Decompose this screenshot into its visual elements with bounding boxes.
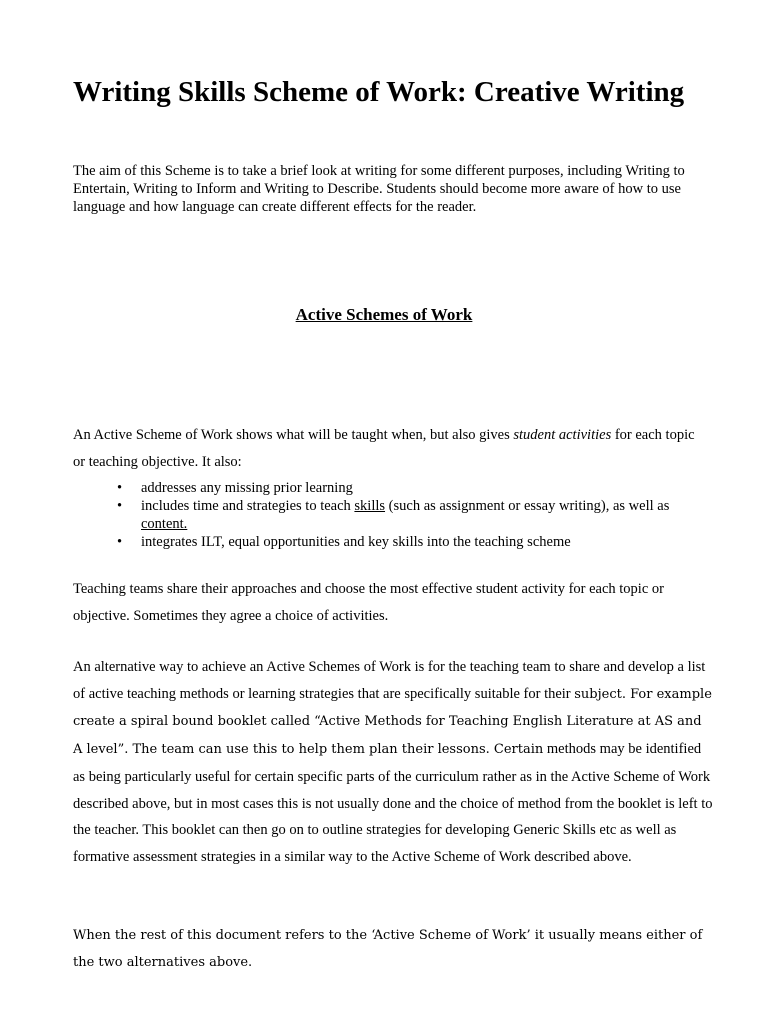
bullet-text-before: includes time and strategies to teach bbox=[141, 498, 355, 514]
teaching-teams-paragraph: Teaching teams share their approaches and choose the most effective student activity for each topic or objective. Sometimes they agree a choice of activities. bbox=[73, 581, 664, 624]
bullet-item-ilt bbox=[73, 533, 703, 551]
skills-underlined: skills bbox=[354, 498, 386, 514]
section-heading bbox=[0, 304, 768, 326]
bullet-item-prior-learning bbox=[73, 479, 703, 497]
definition-text-after: for each topic or teaching objective. It also: bbox=[73, 427, 695, 470]
alternative-text-3: methods may be identified as being particularly useful for certain specific parts of the curriculum rather as in the Active Scheme of Work described above, but in most cases this is not usually done and the choice of method from the booklet is left to the teacher. This booklet can then go on to outline strategies for developing Generic Skills etc as well as formative assessment strategies in a similar way to the Active Scheme of Work described above. bbox=[73, 741, 713, 865]
section-heading-text: Active Schemes of Work bbox=[295, 305, 473, 324]
bullet-icon: • bbox=[117, 534, 123, 550]
student-activities-emphasis: student activities bbox=[513, 427, 612, 443]
definition-text-before: An Active Scheme of Work shows what will be taught when, but also gives bbox=[73, 427, 514, 443]
feature-bullet-list bbox=[73, 479, 703, 551]
alternative-text-1: An alternative way to achieve an Active Schemes of Work is for the teaching team to share and develop a list of active teaching methods or learning strategies that are specifically suitable for their bbox=[73, 659, 706, 702]
intro-paragraph: The aim of this Scheme is to take a brief look at writing for some different purposes, including Writing to Entertain, Writing to Inform and Writing to Describe. Students should become more aware of how to use language and how language can create different effects for the reader. bbox=[73, 163, 685, 215]
bullet-icon: • bbox=[117, 498, 123, 514]
content-underlined: content. bbox=[141, 516, 188, 532]
bullet-text: addresses any missing prior learning bbox=[141, 480, 353, 496]
alternative-paragraph bbox=[73, 654, 713, 871]
definition-paragraph bbox=[73, 422, 703, 476]
bullet-icon: • bbox=[117, 480, 123, 496]
bullet-text-middle: (such as assignment or essay writing), as well as bbox=[385, 498, 670, 514]
bullet-text: integrates ILT, equal opportunities and key skills into the teaching scheme bbox=[141, 534, 571, 550]
alternative-text-2: subject. For example create a spiral bound booklet called “Active Methods for Teaching English Literature at AS and A level”. The team can use this to help them plan their lessons. Certain bbox=[73, 686, 712, 758]
closing-paragraph: When the rest of this document refers to the ‘Active Scheme of Work’ it usually means either of the two alternatives above. bbox=[73, 928, 703, 970]
bullet-item-skills bbox=[73, 497, 703, 533]
page-title: Writing Skills Scheme of Work: Creative Writing bbox=[73, 76, 685, 108]
